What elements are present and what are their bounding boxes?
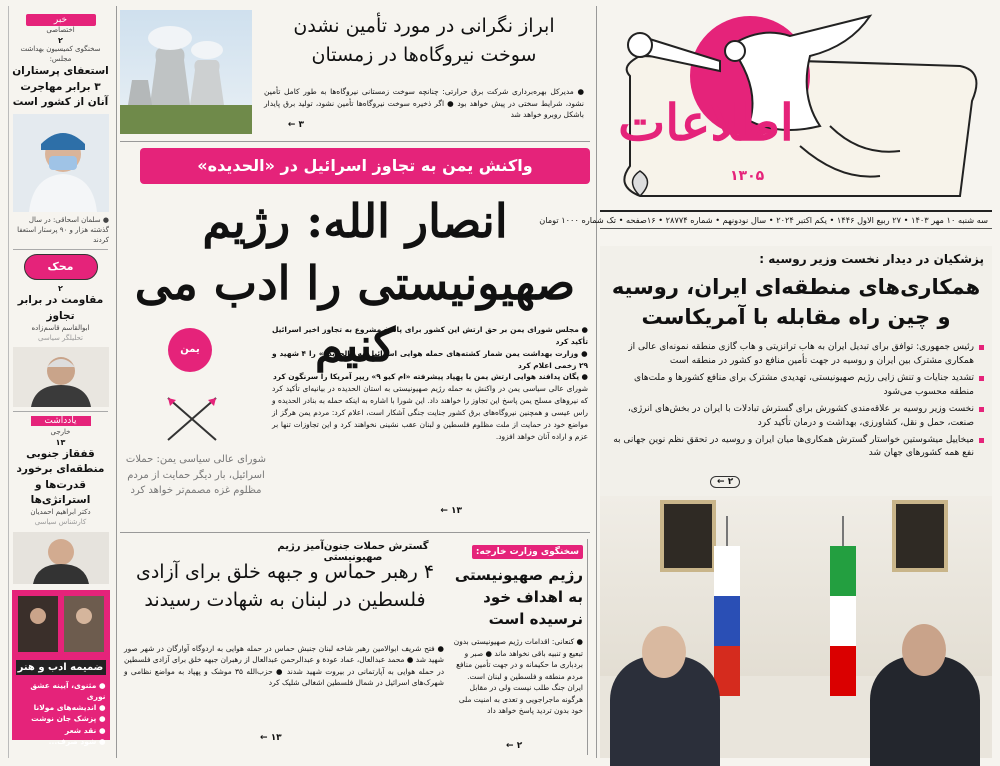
author-name: ابوالقاسم قاسم‌زاده (31, 323, 90, 332)
item-kicker: سخنگوی کمیسیون بهداشت مجلس: (20, 44, 101, 63)
main-story-text: شورای عالی سیاسی یمن در واکنش به حمله رژیم صهیونیستی به استان الحدیده در بیانیه‌ای تأکید کرد که نیروهای مسلح یمن پاسخ این تجاوز را خواهند داد. این شورا با اشاره به اینکه حمله به بنادر الحدیده و راس عیسی و همچنین نیروگاه‌های برق کشور جنایت جنگی آشکار است، اعلام کرد: مردم یمن هرگز از مواضع خود در حمایت از ملت مظلوم فلسطین و لبنان عقب نشینی نخواهند کرد و این تجاوزات تنها بر عزم و اراده آنان خواهد افزود. (272, 384, 588, 441)
masthead (600, 6, 992, 206)
column-rule (596, 6, 597, 758)
lead-bullet: میخاییل میشوستین خواستار گسترش همکاری‌ها میان ایران و روسیه در تحقق نظم نوین جهانی به نفع همه کشورهای جهان شد (608, 434, 984, 462)
divider (13, 411, 108, 412)
supplement-item: ● نقد شعر (64, 725, 106, 735)
top-story-body: ● مدیرکل بهره‌برداری شرکت برق حرارتی: چنانچه سوخت زمستانی نیروگاه‌ها به طور کامل تأمین نشود، شرایط سختی در پیش خواهد بود ● اگر ذخیره سوخت نیروگاه‌ها تأمین نشود، تولید برق پایدار باشکل روبرو خواهد شد (264, 87, 584, 120)
founded-year: ۱۳۰۵ (730, 168, 765, 184)
nurse-image (13, 114, 109, 212)
page-reference[interactable]: ۲ ← (710, 476, 740, 488)
item-headline[interactable]: مقاومت در برابر تجاوز (17, 294, 104, 322)
person-left-head (642, 626, 686, 678)
main-story-body (272, 324, 588, 442)
item-headline[interactable]: استعفای پرستاران ۳ برابر مهاجرت آنان از کشور است (12, 65, 109, 108)
author-name: دکتر ابراهیم احمدیان (30, 508, 91, 517)
portrait-frame (892, 500, 948, 572)
lead-bullet: تشدید جنایات و تنش زایی رژیم صهیونیستی، تهدیدی مشترک برای منافع کشورها و ملت‌های منطقه محسوب می‌شود (608, 372, 984, 400)
lead-bullets (608, 341, 984, 462)
page-reference[interactable]: ۱۳ ← (260, 733, 282, 743)
lead-headline[interactable]: همکاری‌های منطقه‌ای ایران، روسیه و چین راه مقابله با آمریکاست (611, 275, 981, 330)
main-bullet: ● وزارت بهداشت یمن شمار کشته‌های حمله هوایی اسرائیل به «الحدیده» را ۴ شهید و ۲۹ زخمی اعلام کرد (272, 348, 588, 370)
cooling-towers-image (120, 10, 252, 134)
main-bullet: ● یگان پدافند هوایی ارتش یمن با پهپاد پیشرفته «ام کیو ۹» ریپر آمریکا را سرنگون کرد (273, 372, 588, 382)
second-story[interactable] (120, 532, 590, 758)
power-plant-photo (120, 10, 252, 134)
author-title: کارشناس سیاسی (34, 517, 87, 526)
page-number[interactable]: ۱۳ (55, 438, 66, 448)
fm-kicker: سخنگوی وزارت خارجه: (472, 545, 583, 559)
person-right-head (902, 624, 946, 676)
crossed-arrows-icon (164, 394, 220, 444)
author-photo (13, 532, 109, 584)
item-caption: ● سلمان اسحاقی: در سال گذشته هزار و ۹۰ پرستار استعفا کردند (17, 216, 109, 244)
page-reference[interactable]: ۱۳ ← (440, 506, 462, 516)
supplement-item: ● شود صرف... (48, 736, 106, 746)
author-portrait (13, 532, 109, 584)
main-story-banner: واکنش یمن به تجاوز اسرائیل در «الحدیده» (140, 148, 590, 184)
yemen-badge: یمن (168, 328, 212, 372)
russia-flag (714, 516, 740, 696)
second-story-kicker: گسترش حملات جنون‌آمیز رژیم صهیونیستی (277, 541, 429, 563)
top-story-headline[interactable]: ابراز نگرانی در مورد تأمین نشدن سوخت نیروگاه‌ها در زمستان (293, 15, 555, 66)
mohak-badge: محک (24, 254, 98, 280)
lead-bullet: رئیس جمهوری: توافق برای تبدیل ایران به هاب ترانزیتی و هاب گازی منطقه نمونه‌ای عالی از همکاری مشترک بین ایران و روسیه در جهت تأمین منافع دو کشور در منطقه است (608, 341, 984, 369)
author-photo (13, 347, 109, 407)
supplement-title[interactable]: ضمیمه ادب و هنر (16, 660, 106, 675)
page-reference[interactable]: ۳ ← (287, 120, 304, 130)
masthead-logo[interactable]: اطلاعات (618, 93, 794, 152)
column-rule (116, 6, 117, 758)
right-column (539, 6, 992, 758)
foreign-ministry-box[interactable] (452, 539, 588, 755)
author-portrait (13, 347, 109, 407)
supplement-item: ● پزشک جان نوشت (31, 714, 106, 724)
exclusive-label: اختصاصی (46, 26, 75, 34)
author-title: تحلیلگر سیاسی (38, 333, 83, 342)
portrait-frame (660, 500, 716, 572)
main-story-sidebar (120, 324, 270, 520)
nurse-photo (13, 114, 109, 212)
dateline: سه شنبه ۱۰ مهر ۱۴۰۳ • ۲۷ ربیع الاول ۱۴۴۶ • یکم اکتبر ۲۰۲۴ • سال نودونهم • شماره ۲۸۷۷۴ • ۱۶صفحه • تک شماره ۱۰۰۰ تومان (600, 210, 992, 229)
item-headline[interactable]: قفقاز جنوبی منطقه‌ای برخورد قدرت‌ها و استراتژی‌ها (16, 448, 105, 506)
lead-story[interactable] (600, 246, 992, 498)
supplement-list (12, 680, 106, 748)
top-story[interactable] (120, 6, 590, 142)
lead-photo (600, 496, 992, 758)
page-number[interactable]: ۲ (58, 284, 63, 294)
fm-headline[interactable]: رژیم صهیونیستی به اهداف خود نرسیده است (454, 566, 583, 628)
left-column (8, 6, 112, 758)
fm-body: ● کنعانی: اقدامات رژیم صهیونیستی بدون تبعیع و تنبیه باقی نخواهد ماند ● صبر و بردباری ما حکیمانه و در جهت تأمین منافع مردم منطقه و فلسطین و لبنان است. ایران جنگ طلب نیست ولی در مقابل هرگونه ماجراجویی و تعدی به امنیت ملی خود بدون تردید پاسخ خواهد داد (453, 637, 583, 716)
main-headline[interactable]: انصار الله: رژیم صهیونیستی را ادب می کنیم (134, 194, 576, 373)
section-label: خارجی (50, 428, 71, 437)
divider (13, 249, 108, 250)
supplement-images (12, 590, 110, 656)
sidebar-quote: شورای عالی سیاسی یمن: حملات اسرائیل، بار دیگر حمایت از مردم مظلوم غزه مصمم‌تر خواهد کرد (125, 454, 267, 496)
news-badge: خبر (26, 14, 96, 26)
lead-bullet: نخست وزیر روسیه بر علاقه‌مندی کشورش برای گسترش تبادلات با ایران در بخش‌های انرژی، صنعت، حمل و نقل، کشاورزی، بهداشت و درمان تأکید کرد (608, 403, 984, 431)
page-reference[interactable]: ۲ ← (506, 741, 523, 751)
note-badge: یادداشت (31, 416, 91, 426)
iran-flag (830, 516, 856, 696)
supplement-box[interactable] (12, 590, 110, 746)
middle-column (120, 6, 590, 758)
second-story-body: ● فتح شریف ابوالامین رهبر شاخه لبنان جنبش حماس در حمله هوایی به اردوگاه آوارگان در شهر صور شهید شد ● محمد عبدالعال، عماد عودة و عبدالرحمن عبدالعال از رهبران جبهه خلق برای آزادی فلسطین در حمله هوایی به آپارتمانی در بیروت شهید شدند ● حزب‌الله ۳۵ موشک و پهپاد به مواضع نظامی و شهرک‌های اسرائیل در شمال فلسطین اشغالی شلیک کرد (124, 644, 444, 688)
supplement-item: ● مثنوی، آیینه عشق نوری (30, 680, 106, 701)
page-number[interactable]: ۲ (58, 35, 63, 45)
lead-kicker: پزشکیان در دیدار نخست وزیر روسیه : (759, 252, 984, 266)
second-story-headline[interactable]: ۴ رهبر حماس و جبهه خلق برای آزادی فلسطین در لبنان به شهادت رسیدند (135, 561, 435, 611)
supplement-item: ● اندیشه‌های مولانا (33, 703, 106, 713)
main-bullet: ● مجلس شورای یمن بر حق ارتش این کشور برای پاسخ مشروع به تجاوز اخیر اسرائیل تأکید کرد (272, 325, 588, 346)
